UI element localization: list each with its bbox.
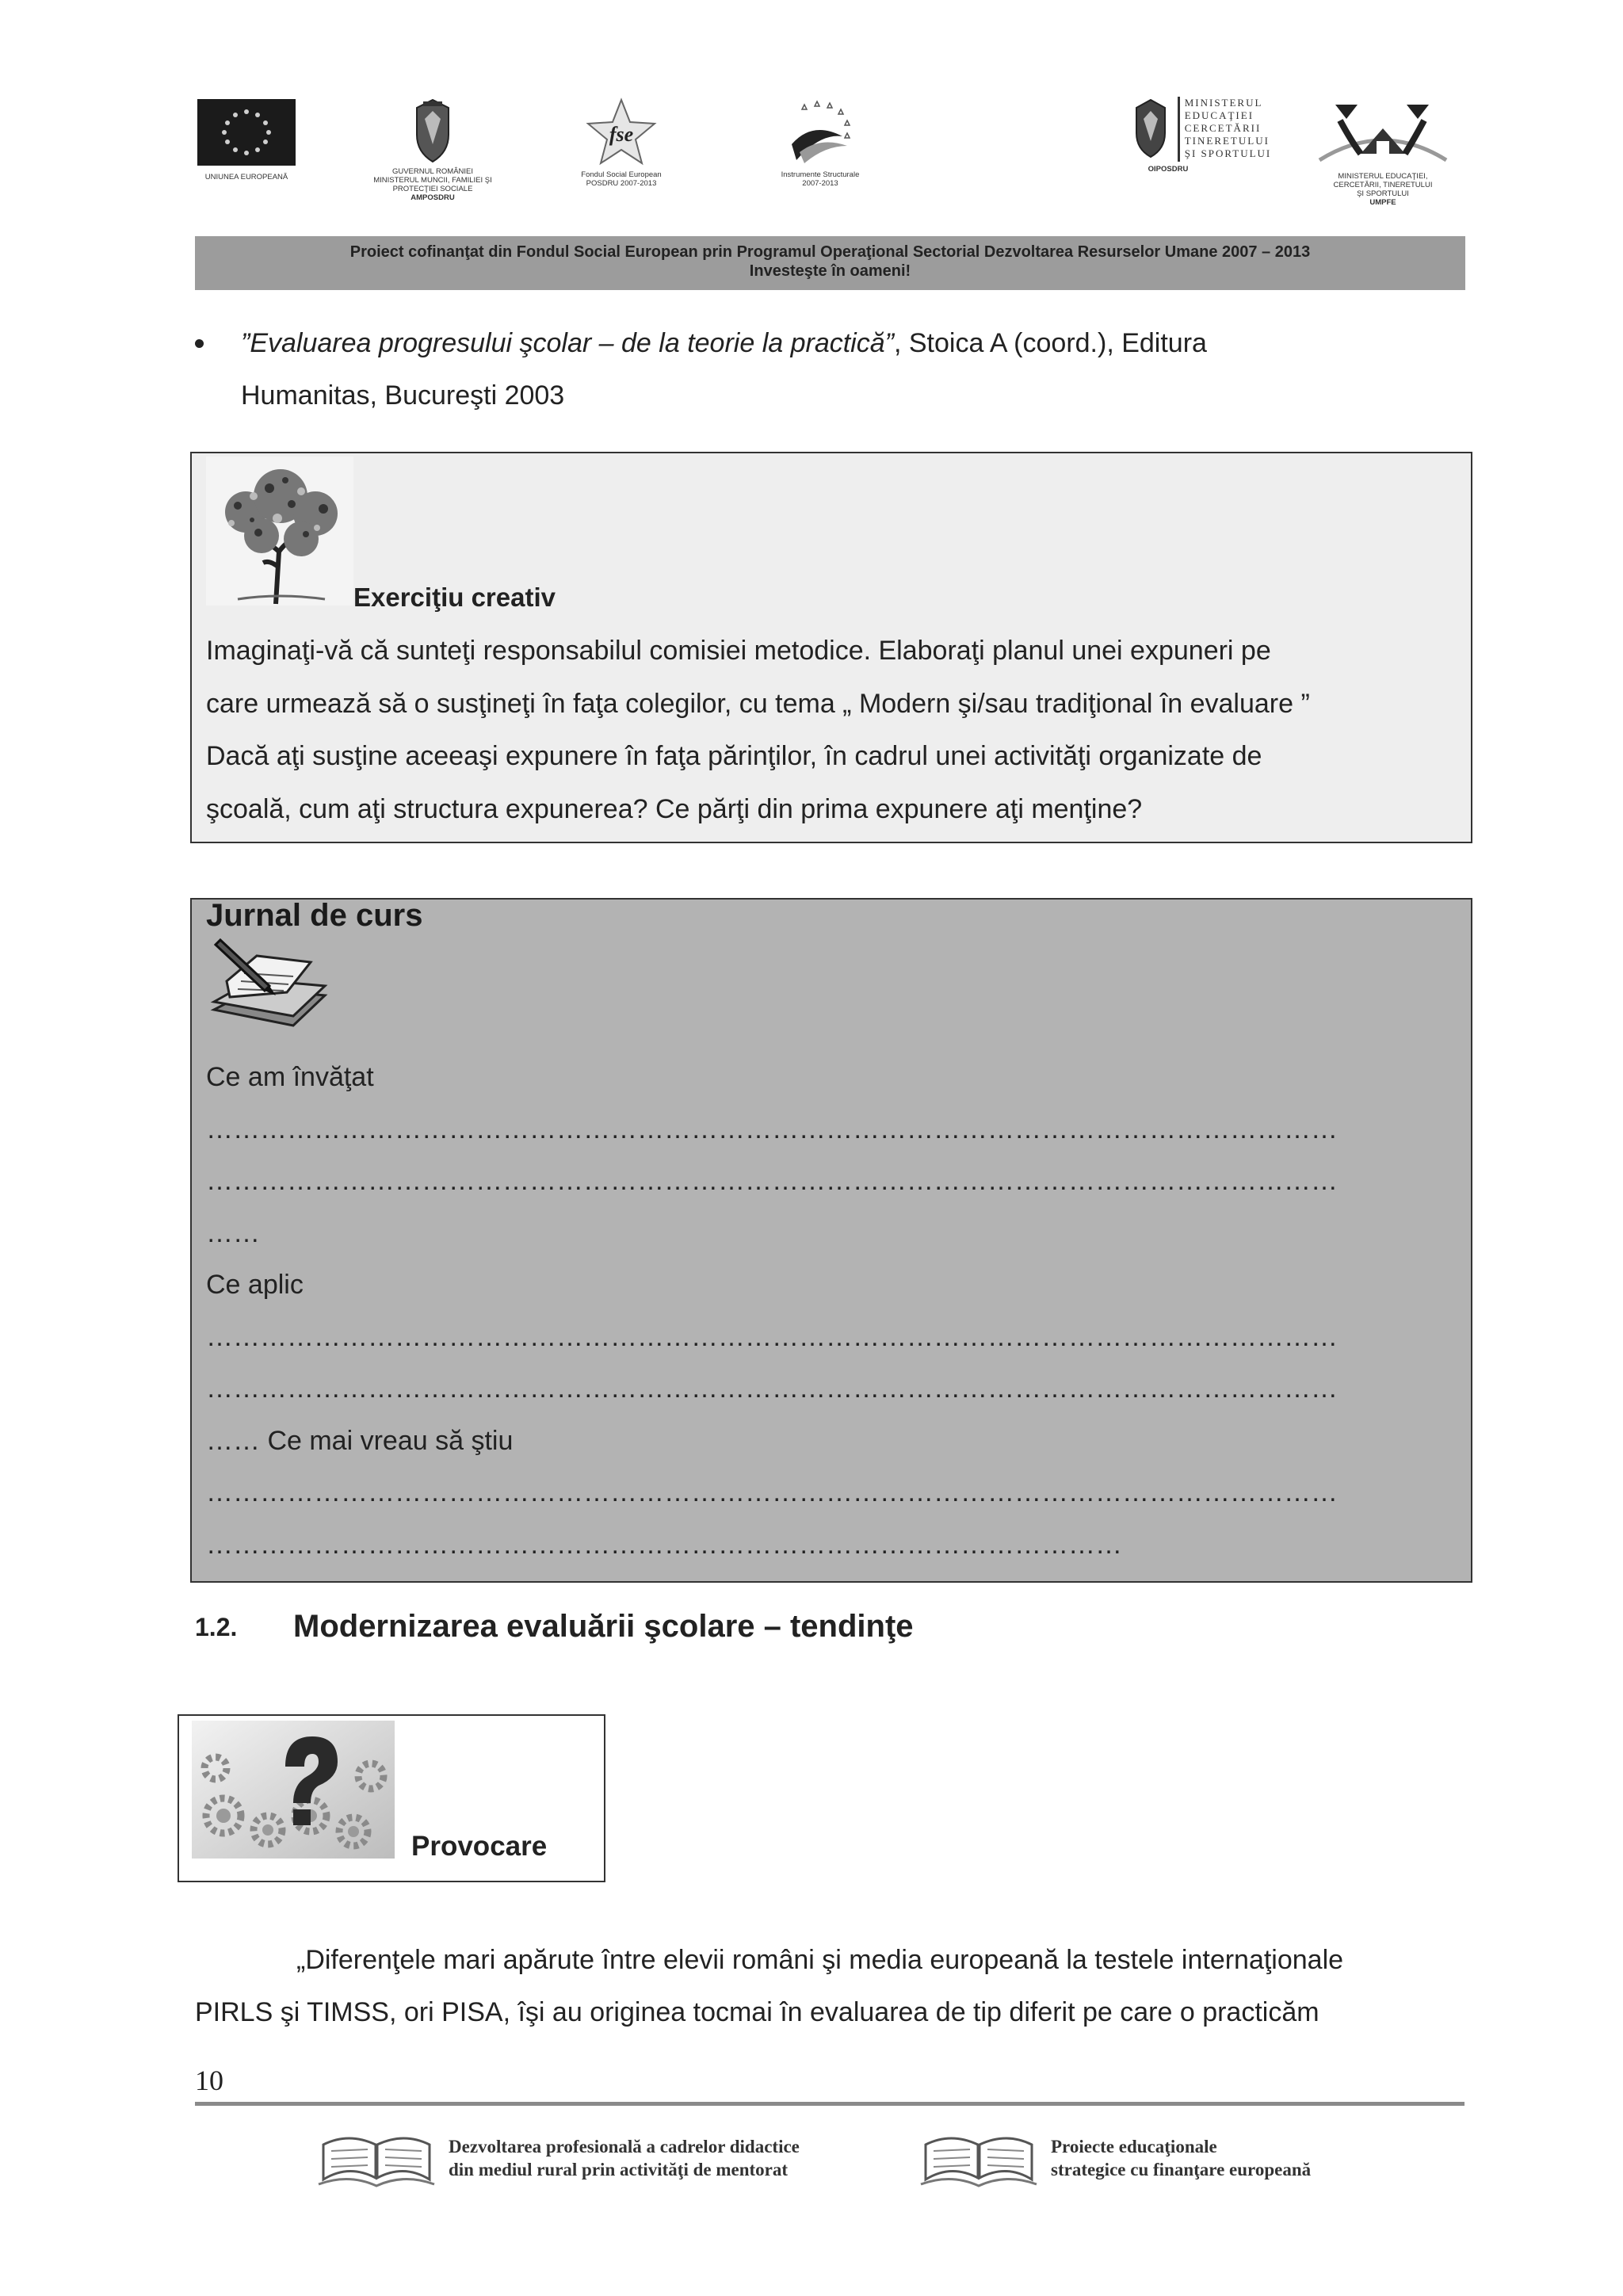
bullet-icon [195, 339, 204, 348]
footer-left-line-1: Dezvoltarea profesională a cadrelor didactice [449, 2137, 800, 2157]
ministry-caption: OIPOSDRU [1148, 165, 1189, 174]
fse-star-icon [582, 97, 661, 168]
header-banner [195, 236, 1465, 290]
bibliography-item [195, 317, 1463, 422]
learned-dots-1[interactable]: ……………………………………………………………………………………………………………… [206, 1114, 1338, 1144]
exercise-line-4: şcoală, cum aţi structura expunerea? Ce părţi din prima expunere aţi menţine? [206, 793, 1143, 824]
learned-label: Ce am învăţat [206, 1062, 374, 1092]
banner-line-1: Proiect cofinanţat din Fondul Social European prin Programul Operaţional Sectorial Dezvoltarea Resurselor Umane 2007 – 2013 [349, 243, 1311, 261]
ministry-name-2: EDUCAŢIEI [1184, 109, 1254, 121]
gov-caption-4: AMPOSDRU [411, 193, 455, 202]
open-book-icon-right [919, 2132, 1038, 2189]
footer-left-text [449, 2135, 800, 2181]
page-number: 10 [195, 2065, 223, 2096]
want-dots-1[interactable]: ……………………………………………………………………………………………………………… [206, 1477, 1338, 1507]
exercise-line-2: care urmează să o susţineţi în faţa colegilor, cu tema „ Modern şi/sau tradiţional în evaluare ” [206, 688, 1310, 719]
umpfe-caption-4: UMPFE [1369, 198, 1396, 207]
umpfe-caption-3: ŞI SPORTULUI [1357, 189, 1409, 198]
umpfe-caption-2: CERCETĂRII, TINERETULUI [1333, 181, 1433, 189]
ministry-crest-icon [1128, 97, 1173, 160]
structural-instruments-logo [761, 97, 880, 188]
footer-right-text [1051, 2135, 1311, 2181]
bibliography-details: , Stoica A (coord.), Editura [893, 328, 1207, 358]
want-dots-2[interactable]: ………………………………………………………………………………………… [206, 1529, 1122, 1560]
is-caption-2: 2007-2013 [802, 179, 838, 188]
government-logo [353, 97, 512, 202]
journal-lines [206, 1052, 1474, 1571]
exercise-text [206, 625, 1462, 835]
gears-question-icon [192, 1721, 395, 1859]
footer-right-line-1: Proiecte educaţionale [1051, 2137, 1217, 2157]
umpfe-caption-1: MINISTERUL EDUCAŢIEI, [1338, 172, 1428, 181]
gov-caption-1: GUVERNUL ROMÂNIEI [391, 167, 474, 176]
section-title: Modernizarea evaluării şcolare – tendinţe [293, 1609, 914, 1644]
ministry-name-5: ŞI SPORTULUI [1184, 147, 1272, 159]
exercise-line-1: Imaginaţi-vă că sunteţi responsabilul comisiei metodice. Elaboraţi planul unei expuneri pe [206, 636, 1271, 666]
bibliography-title: ”Evaluarea progresului şcolar – de la teorie la practică” [241, 328, 894, 358]
gov-caption-2: MINISTERUL MUNCII, FAMILIEI ŞI [373, 176, 492, 185]
challenge-title: Provocare [411, 1831, 548, 1862]
notebook-pen-icon [206, 934, 338, 1037]
bibliography-publisher: Humanitas, Bucureşti 2003 [241, 380, 565, 411]
ministry-name-1: MINISTERUL [1184, 97, 1263, 109]
section-number: 1.2. [195, 1613, 238, 1641]
banner-line-2: Investeşte în oameni! [749, 262, 911, 280]
learned-dots-3[interactable]: …… [206, 1217, 260, 1248]
paragraph-line-1: „Diferenţele mari apărute între elevii români şi media europeană la testele internaţionale [296, 1945, 1344, 1975]
svg-text:fse: fse [609, 123, 634, 146]
exercise-title: Exerciţiu creativ [353, 583, 556, 612]
ministry-name-3: CERCETĂRII [1184, 122, 1262, 134]
umpfe-people-icon [1312, 97, 1454, 170]
apply-dots-1[interactable]: ……………………………………………………………………………………………………………… [206, 1321, 1338, 1352]
umpfe-logo [1308, 97, 1458, 207]
footer-left-line-2: din mediul rural prin activităţi de mentorat [449, 2160, 789, 2179]
apply-dots-2[interactable]: ……………………………………………………………………………………………………………… [206, 1373, 1338, 1404]
apply-dots-3[interactable]: …… [206, 1425, 260, 1456]
structural-instruments-icon [781, 97, 860, 168]
open-book-icon [317, 2132, 436, 2189]
footer-right-line-2: strategice cu finanţare europeană [1051, 2160, 1312, 2179]
learned-dots-2[interactable]: ……………………………………………………………………………………………………………… [206, 1166, 1338, 1196]
ministry-name-4: TINERETULUI [1184, 135, 1270, 147]
tree-illustration-icon [206, 457, 353, 606]
ministry-logo [1121, 97, 1279, 174]
journal-title: Jurnal de curs [206, 898, 423, 933]
paragraph-line-2: PIRLS şi TIMSS, ori PISA, îşi au originea tocmai în evaluarea de tip diferit pe care o practicăm [195, 1997, 1319, 2027]
fse-logo [566, 97, 677, 188]
footer-divider [195, 2102, 1465, 2106]
coat-of-arms-icon [409, 97, 456, 165]
fse-caption-1: Fondul Social European [581, 170, 662, 179]
eu-flag-icon [197, 99, 296, 166]
eu-logo [195, 99, 298, 181]
quote-paragraph [195, 1934, 1469, 2038]
want-label: Ce mai vreau să ştiu [267, 1425, 514, 1456]
is-caption-1: Instrumente Structurale [781, 170, 860, 179]
gov-caption-3: PROTECŢIEI SOCIALE [392, 185, 473, 193]
fse-caption-2: POSDRU 2007-2013 [586, 179, 657, 188]
exercise-line-3: Dacă aţi susţine aceeaşi expunere în faţa părinţilor, în cadrul unei activităţi organizate de [206, 741, 1262, 771]
apply-label: Ce aplic [206, 1270, 304, 1300]
eu-caption: UNIUNEA EUROPEANĂ [204, 173, 288, 181]
